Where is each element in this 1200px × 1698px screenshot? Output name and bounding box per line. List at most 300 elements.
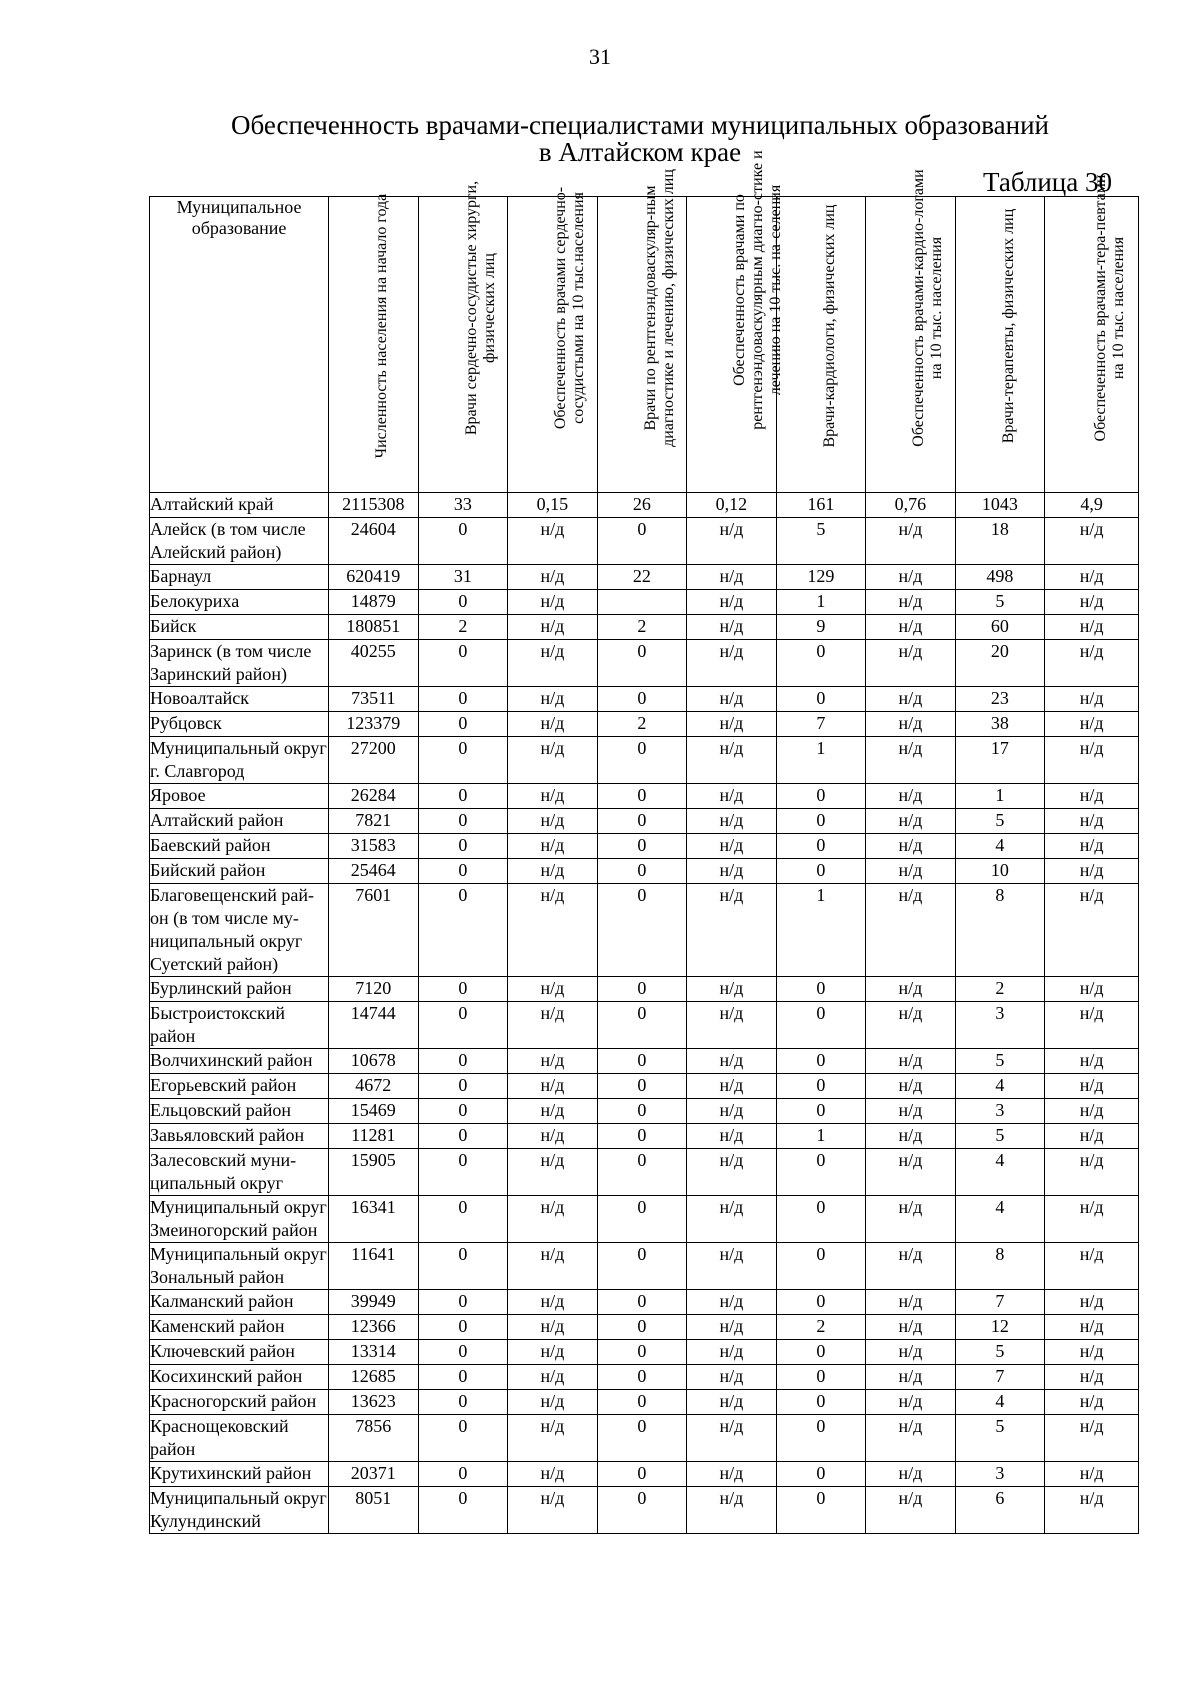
value-cell: 18 — [955, 518, 1045, 565]
column-header-label: Обеспеченность врачами-тера-певтами на 10 тыс. населения — [1091, 174, 1127, 442]
value-cell: н/д — [508, 1290, 598, 1315]
table-row — [150, 1487, 1139, 1534]
value-cell: 0 — [776, 1462, 866, 1487]
value-cell: 0 — [776, 1243, 866, 1290]
value-cell: 0 — [597, 1099, 687, 1124]
value-cell: 0 — [597, 737, 687, 784]
value-cell: н/д — [508, 1365, 598, 1390]
value-cell: н/д — [1045, 977, 1139, 1002]
value-cell: 40255 — [329, 640, 419, 687]
value-cell: 0 — [418, 784, 508, 809]
value-cell: 0 — [597, 1340, 687, 1365]
value-cell: н/д — [687, 590, 777, 615]
value-cell: 33 — [418, 493, 508, 518]
value-cell: н/д — [508, 712, 598, 737]
value-cell: 4 — [955, 834, 1045, 859]
value-cell: 7821 — [329, 809, 419, 834]
value-cell: н/д — [687, 859, 777, 884]
value-cell: 2 — [418, 615, 508, 640]
value-cell: 10678 — [329, 1049, 419, 1074]
value-cell: 0 — [776, 1049, 866, 1074]
value-cell: н/д — [508, 1196, 598, 1243]
value-cell: н/д — [1045, 1415, 1139, 1462]
value-cell: н/д — [1045, 1243, 1139, 1290]
value-cell: 0 — [418, 640, 508, 687]
value-cell: н/д — [687, 809, 777, 834]
column-header-label: Врачи-терапевты, физических лиц — [999, 208, 1017, 444]
value-cell: н/д — [866, 1149, 956, 1196]
value-cell: 8 — [955, 884, 1045, 977]
value-cell: н/д — [1045, 1487, 1139, 1534]
value-cell: 14879 — [329, 590, 419, 615]
municipality-name-cell: Красногорский район — [150, 1390, 329, 1415]
value-cell: н/д — [687, 687, 777, 712]
column-header-therapists-rate — [1045, 174, 1139, 493]
value-cell: 5 — [955, 809, 1045, 834]
value-cell: 0 — [776, 784, 866, 809]
value-cell: 0 — [597, 1124, 687, 1149]
table-row — [150, 1290, 1139, 1315]
value-cell: 26284 — [329, 784, 419, 809]
value-cell: н/д — [1045, 1049, 1139, 1074]
value-cell: 2 — [597, 712, 687, 737]
value-cell: 0 — [597, 884, 687, 977]
value-cell: 14744 — [329, 1002, 419, 1049]
value-cell: н/д — [866, 712, 956, 737]
value-cell: 0 — [776, 1002, 866, 1049]
value-cell: 17 — [955, 737, 1045, 784]
value-cell: 0,12 — [687, 493, 777, 518]
value-cell: 498 — [955, 565, 1045, 590]
value-cell: 39949 — [329, 1290, 419, 1315]
value-cell: 0 — [597, 809, 687, 834]
value-cell: н/д — [866, 1487, 956, 1534]
value-cell: н/д — [1045, 615, 1139, 640]
value-cell: 161 — [776, 493, 866, 518]
value-cell: 0 — [597, 1074, 687, 1099]
value-cell: 4 — [955, 1149, 1045, 1196]
value-cell: н/д — [866, 737, 956, 784]
column-header-cardiologists-rate — [866, 169, 956, 493]
value-cell: н/д — [866, 1099, 956, 1124]
municipality-name-cell: Завьяловский район — [150, 1124, 329, 1149]
value-cell: н/д — [687, 784, 777, 809]
value-cell: 0 — [776, 1196, 866, 1243]
value-cell: 22 — [597, 565, 687, 590]
table-body — [150, 493, 1139, 1534]
value-cell: 60 — [955, 615, 1045, 640]
value-cell: 4 — [955, 1196, 1045, 1243]
value-cell: н/д — [687, 1390, 777, 1415]
value-cell: 0 — [597, 1415, 687, 1462]
column-header-label: Врачи сердечно-сосудистые хирурги, физических лиц — [462, 180, 498, 436]
table-row — [150, 784, 1139, 809]
table-row — [150, 518, 1139, 565]
value-cell: 0 — [776, 977, 866, 1002]
table-row — [150, 834, 1139, 859]
value-cell: 31 — [418, 565, 508, 590]
table-row — [150, 687, 1139, 712]
value-cell: 23 — [955, 687, 1045, 712]
value-cell: 15469 — [329, 1099, 419, 1124]
value-cell: 8 — [955, 1243, 1045, 1290]
value-cell: 0 — [597, 1290, 687, 1315]
value-cell: 4 — [955, 1390, 1045, 1415]
value-cell: 10 — [955, 859, 1045, 884]
table-row — [150, 1149, 1139, 1196]
municipality-name-cell: Новоалтайск — [150, 687, 329, 712]
table-row — [150, 1196, 1139, 1243]
value-cell: 1 — [776, 590, 866, 615]
value-cell: н/д — [866, 640, 956, 687]
value-cell: 1043 — [955, 493, 1045, 518]
value-cell: н/д — [508, 784, 598, 809]
value-cell: 0 — [776, 1099, 866, 1124]
value-cell: н/д — [508, 1049, 598, 1074]
value-cell: 0 — [597, 1049, 687, 1074]
value-cell: 20 — [955, 640, 1045, 687]
value-cell: н/д — [687, 615, 777, 640]
value-cell: 0 — [776, 1290, 866, 1315]
value-cell: н/д — [687, 1124, 777, 1149]
value-cell: н/д — [687, 1049, 777, 1074]
value-cell: н/д — [1045, 1196, 1139, 1243]
column-header-label: Обеспеченность врачами-кардио-логами на 10 тыс. населения — [910, 169, 946, 447]
value-cell: 0 — [597, 1390, 687, 1415]
value-cell: 0 — [418, 977, 508, 1002]
value-cell: н/д — [866, 1124, 956, 1149]
value-cell: н/д — [1045, 859, 1139, 884]
value-cell: н/д — [508, 1124, 598, 1149]
value-cell: 0 — [776, 1074, 866, 1099]
value-cell: н/д — [866, 1074, 956, 1099]
value-cell: н/д — [1045, 1002, 1139, 1049]
value-cell: 0 — [776, 809, 866, 834]
column-header-cardiologists — [776, 197, 866, 493]
value-cell: н/д — [866, 834, 956, 859]
value-cell: 73511 — [329, 687, 419, 712]
value-cell: н/д — [866, 977, 956, 1002]
table-row — [150, 590, 1139, 615]
value-cell: 0 — [597, 1002, 687, 1049]
table-row — [150, 1415, 1139, 1462]
value-cell: 0 — [597, 1462, 687, 1487]
value-cell: 0 — [418, 1315, 508, 1340]
municipality-name-cell: Алтайский район — [150, 809, 329, 834]
value-cell: н/д — [1045, 1340, 1139, 1365]
value-cell: н/д — [866, 1243, 956, 1290]
value-cell: 16341 — [329, 1196, 419, 1243]
value-cell: 0 — [418, 1290, 508, 1315]
value-cell: н/д — [866, 884, 956, 977]
table-row — [150, 737, 1139, 784]
value-cell: 0 — [418, 1196, 508, 1243]
value-cell: н/д — [1045, 640, 1139, 687]
table-row — [150, 712, 1139, 737]
value-cell: н/д — [866, 1315, 956, 1340]
value-cell: н/д — [1045, 834, 1139, 859]
table-row — [150, 1315, 1139, 1340]
table-row — [150, 1365, 1139, 1390]
column-header-label: Численность населения на начало года — [373, 193, 391, 459]
value-cell: 4 — [955, 1074, 1045, 1099]
value-cell: н/д — [508, 977, 598, 1002]
value-cell: н/д — [1045, 1390, 1139, 1415]
value-cell: н/д — [1045, 1099, 1139, 1124]
value-cell: 3 — [955, 1462, 1045, 1487]
value-cell: н/д — [1045, 1315, 1139, 1340]
title-line-2: в Алтайском крае — [538, 137, 742, 167]
value-cell: н/д — [687, 1196, 777, 1243]
value-cell: 180851 — [329, 615, 419, 640]
value-cell: н/д — [866, 1049, 956, 1074]
value-cell: 0 — [418, 1487, 508, 1534]
value-cell: 0 — [776, 1415, 866, 1462]
value-cell: н/д — [866, 590, 956, 615]
value-cell: н/д — [866, 1340, 956, 1365]
value-cell: 0 — [418, 737, 508, 784]
value-cell: н/д — [508, 1099, 598, 1124]
value-cell: н/д — [1045, 784, 1139, 809]
value-cell: 0 — [776, 1340, 866, 1365]
value-cell: 0 — [418, 834, 508, 859]
value-cell: н/д — [687, 1243, 777, 1290]
value-cell: 0 — [597, 1487, 687, 1534]
table-row — [150, 1049, 1139, 1074]
value-cell: 3 — [955, 1099, 1045, 1124]
value-cell: 0 — [418, 590, 508, 615]
value-cell: 5 — [955, 590, 1045, 615]
column-header-endovascular-rate — [687, 150, 785, 493]
table-row — [150, 493, 1139, 518]
municipality-name-cell: Волчихинский район — [150, 1049, 329, 1074]
table-row — [150, 859, 1139, 884]
value-cell: 1 — [955, 784, 1045, 809]
value-cell: 0 — [418, 859, 508, 884]
value-cell: 0 — [418, 1340, 508, 1365]
table-row — [150, 565, 1139, 590]
value-cell: н/д — [687, 1002, 777, 1049]
column-header-municipality: Муниципальное образование — [150, 197, 329, 493]
value-cell: 0 — [776, 687, 866, 712]
value-cell: н/д — [508, 834, 598, 859]
column-header-label: Обеспеченность врачами сердечно-сосудистыми на 10 тыс.населения — [552, 186, 588, 430]
municipality-name-cell: Баевский район — [150, 834, 329, 859]
value-cell: н/д — [508, 1243, 598, 1290]
value-cell: н/д — [866, 1415, 956, 1462]
table-row — [150, 1124, 1139, 1149]
value-cell: н/д — [1045, 809, 1139, 834]
value-cell: 5 — [955, 1124, 1045, 1149]
value-cell: н/д — [1045, 1124, 1139, 1149]
value-cell: н/д — [508, 1002, 598, 1049]
value-cell: н/д — [1045, 590, 1139, 615]
value-cell: н/д — [687, 518, 777, 565]
value-cell: 38 — [955, 712, 1045, 737]
value-cell: н/д — [687, 1340, 777, 1365]
table-row — [150, 1099, 1139, 1124]
value-cell: 0 — [418, 1365, 508, 1390]
value-cell: н/д — [687, 834, 777, 859]
value-cell: н/д — [508, 590, 598, 615]
title-line-1: Обеспеченность врачами-специалистами муниципальных образований — [231, 110, 1049, 140]
value-cell: 0 — [418, 1099, 508, 1124]
municipality-name-cell: Заринск (в том числе Заринский район) — [150, 640, 329, 687]
value-cell: 0 — [597, 640, 687, 687]
value-cell: 0,76 — [866, 493, 956, 518]
value-cell: 7 — [955, 1290, 1045, 1315]
value-cell: н/д — [1045, 1365, 1139, 1390]
value-cell: н/д — [866, 687, 956, 712]
table-row — [150, 1002, 1139, 1049]
value-cell: 0 — [597, 1315, 687, 1340]
value-cell: 0 — [597, 518, 687, 565]
value-cell: н/д — [508, 884, 598, 977]
value-cell: 0 — [418, 1049, 508, 1074]
value-cell: 7856 — [329, 1415, 419, 1462]
value-cell: н/д — [866, 1196, 956, 1243]
value-cell: 12366 — [329, 1315, 419, 1340]
municipality-name-cell: Алейск (в том числе Алейский район) — [150, 518, 329, 565]
value-cell: н/д — [1045, 737, 1139, 784]
value-cell: 129 — [776, 565, 866, 590]
municipality-name-cell: Каменский район — [150, 1315, 329, 1340]
value-cell: 0 — [597, 1365, 687, 1390]
value-cell: 5 — [955, 1340, 1045, 1365]
municipality-name-cell: Благовещенский рай-он (в том числе му-ниципальный округ Суетский район) — [150, 884, 329, 977]
table-row — [150, 1462, 1139, 1487]
table-row — [150, 1243, 1139, 1290]
value-cell: н/д — [508, 565, 598, 590]
municipality-name-cell: Крутихинский район — [150, 1462, 329, 1487]
table-row — [150, 615, 1139, 640]
value-cell: 27200 — [329, 737, 419, 784]
municipality-name-cell: Муниципальный округ Змеиногорский район — [150, 1196, 329, 1243]
value-cell: 0 — [776, 1390, 866, 1415]
value-cell: н/д — [687, 884, 777, 977]
value-cell: н/д — [508, 640, 598, 687]
municipality-name-cell: Ельцовский район — [150, 1099, 329, 1124]
table-row — [150, 640, 1139, 687]
value-cell: 5 — [955, 1415, 1045, 1462]
value-cell: 12 — [955, 1315, 1045, 1340]
value-cell: 0 — [418, 1124, 508, 1149]
value-cell: н/д — [687, 712, 777, 737]
municipality-name-cell: Косихинский район — [150, 1365, 329, 1390]
municipality-name-cell: Бурлинский район — [150, 977, 329, 1002]
value-cell: 8051 — [329, 1487, 419, 1534]
municipality-name-cell: Муниципальный округ Кулундинский — [150, 1487, 329, 1534]
value-cell: 620419 — [329, 565, 419, 590]
value-cell: н/д — [508, 1315, 598, 1340]
value-cell: н/д — [687, 1365, 777, 1390]
municipality-name-cell: Егорьевский район — [150, 1074, 329, 1099]
municipality-name-cell: Бийский район — [150, 859, 329, 884]
value-cell: н/д — [687, 1415, 777, 1462]
column-header-cardio-surgeons-rate — [508, 186, 598, 493]
value-cell: 0 — [597, 834, 687, 859]
value-cell — [597, 590, 687, 615]
value-cell: 0 — [597, 1196, 687, 1243]
value-cell: н/д — [687, 977, 777, 1002]
value-cell: 0 — [776, 1149, 866, 1196]
municipality-name-cell: Барнаул — [150, 565, 329, 590]
value-cell: н/д — [866, 1002, 956, 1049]
table-label: Таблица 30 — [983, 167, 1112, 197]
value-cell: 0 — [776, 834, 866, 859]
value-cell: 0 — [597, 1243, 687, 1290]
value-cell: 26 — [597, 493, 687, 518]
value-cell: 1 — [776, 884, 866, 977]
value-cell: н/д — [687, 1099, 777, 1124]
value-cell: 0 — [597, 977, 687, 1002]
value-cell: н/д — [866, 518, 956, 565]
value-cell: н/д — [1045, 712, 1139, 737]
municipality-name-cell: Муниципальный округ г. Славгород — [150, 737, 329, 784]
value-cell: н/д — [866, 784, 956, 809]
value-cell: 0 — [776, 1487, 866, 1534]
value-cell: н/д — [687, 1149, 777, 1196]
value-cell: 0 — [418, 1390, 508, 1415]
municipality-name-cell: Залесовский муни-ципальный округ — [150, 1149, 329, 1196]
value-cell: 11641 — [329, 1243, 419, 1290]
column-header-label: Врачи-кардиологи, физических лиц — [820, 204, 838, 448]
value-cell: 4672 — [329, 1074, 419, 1099]
value-cell: 20371 — [329, 1462, 419, 1487]
table-row — [150, 1340, 1139, 1365]
municipality-name-cell: Бийск — [150, 615, 329, 640]
municipality-name-cell: Муниципальный округ Зональный район — [150, 1243, 329, 1290]
value-cell: н/д — [508, 1487, 598, 1534]
value-cell: н/д — [508, 1074, 598, 1099]
column-header-label: Обеспеченность врачами по рентгенэндоваскулярным диагно-стике и лечению на 10 тыс. на-селения — [731, 150, 785, 430]
value-cell: н/д — [508, 615, 598, 640]
value-cell: 1 — [776, 1124, 866, 1149]
value-cell: н/д — [1045, 687, 1139, 712]
value-cell: 7120 — [329, 977, 419, 1002]
page-title — [120, 112, 1160, 166]
value-cell: н/д — [1045, 1462, 1139, 1487]
value-cell: 0 — [418, 1462, 508, 1487]
value-cell: 25464 — [329, 859, 419, 884]
table-row — [150, 1074, 1139, 1099]
value-cell: 0 — [418, 884, 508, 977]
value-cell: 12685 — [329, 1365, 419, 1390]
value-cell: н/д — [866, 1365, 956, 1390]
value-cell: н/д — [687, 640, 777, 687]
value-cell: н/д — [866, 859, 956, 884]
value-cell: 0 — [418, 1002, 508, 1049]
value-cell: 2 — [955, 977, 1045, 1002]
value-cell: 0 — [776, 640, 866, 687]
value-cell: 0 — [418, 712, 508, 737]
value-cell: н/д — [508, 1462, 598, 1487]
value-cell: 0 — [418, 809, 508, 834]
value-cell: 0 — [418, 1074, 508, 1099]
value-cell: н/д — [866, 1290, 956, 1315]
value-cell: 0 — [597, 784, 687, 809]
value-cell: 15905 — [329, 1149, 419, 1196]
value-cell: 24604 — [329, 518, 419, 565]
column-header-cardio-surgeons — [418, 180, 508, 493]
value-cell: н/д — [508, 1390, 598, 1415]
value-cell: н/д — [1045, 1290, 1139, 1315]
value-cell: н/д — [508, 518, 598, 565]
value-cell: н/д — [866, 1390, 956, 1415]
table-header-row — [150, 197, 1139, 493]
value-cell: 7 — [955, 1365, 1045, 1390]
municipality-name-cell: Яровое — [150, 784, 329, 809]
